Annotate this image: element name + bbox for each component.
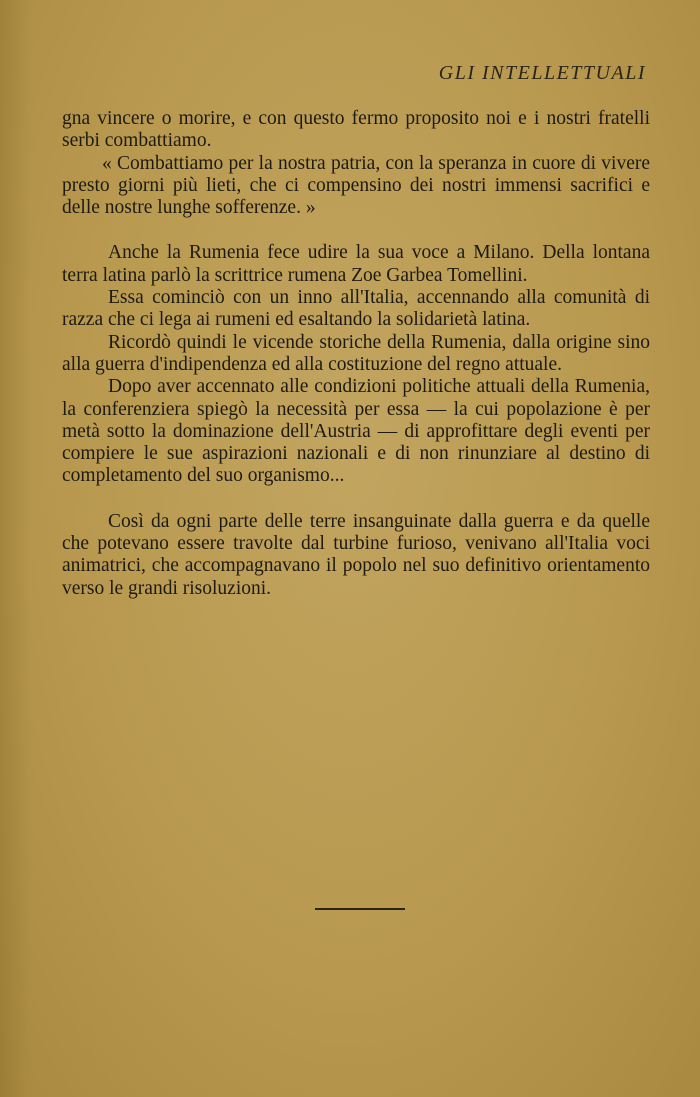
section-end-rule	[315, 908, 405, 910]
paragraph-vicende-storiche: Ricordò quindi le vicende storiche della Rumenia, dalla origine sino alla guerra d'indipendenza ed alla costituzione del regno attuale.	[62, 331, 650, 375]
paragraph-conclusion: Così da ogni parte delle terre insanguinate dalla guerra e da quelle che potevano essere travolte dal turbine furioso, venivano all'Italia voci animatrici, che accompagnavano il popolo nel suo definitivo orientamento verso le grandi risoluzioni.	[62, 510, 650, 599]
body-text	[62, 108, 650, 600]
running-header: GLI INTELLETTUALI	[438, 62, 646, 84]
paragraph-continuation: gna vincere o morire, e con questo fermo proposito noi e i nostri fratelli serbi combattiamo.	[62, 108, 650, 152]
paragraph-rumenia-intro: Anche la Rumenia fece udire la sua voce a Milano. Della lontana terra latina parlò la scrittrice rumena Zoe Garbea Tomellini.	[62, 242, 650, 286]
paragraph-inno-italia: Essa cominciò con un inno all'Italia, accennando alla comunità di razza che ci lega ai rumeni ed esaltando la solidarietà latina.	[62, 287, 650, 331]
paragraph-quote: « Combattiamo per la nostra patria, con la speranza in cuore di vivere presto giorni più lieti, che ci compensino dei nostri immensi sacrifici e delle nostre lunghe sofferenze. »	[62, 152, 650, 219]
paragraph-condizioni-politiche: Dopo aver accennato alle condizioni politiche attuali della Rumenia, la conferenziera spiegò la necessità per essa — la cui popolazione è per metà sotto la dominazione dell'Austria — di approfittare degli eventi per compiere le sue aspirazioni nazionali e di non rinunziare al destino di completamento del suo organismo...	[62, 376, 650, 487]
